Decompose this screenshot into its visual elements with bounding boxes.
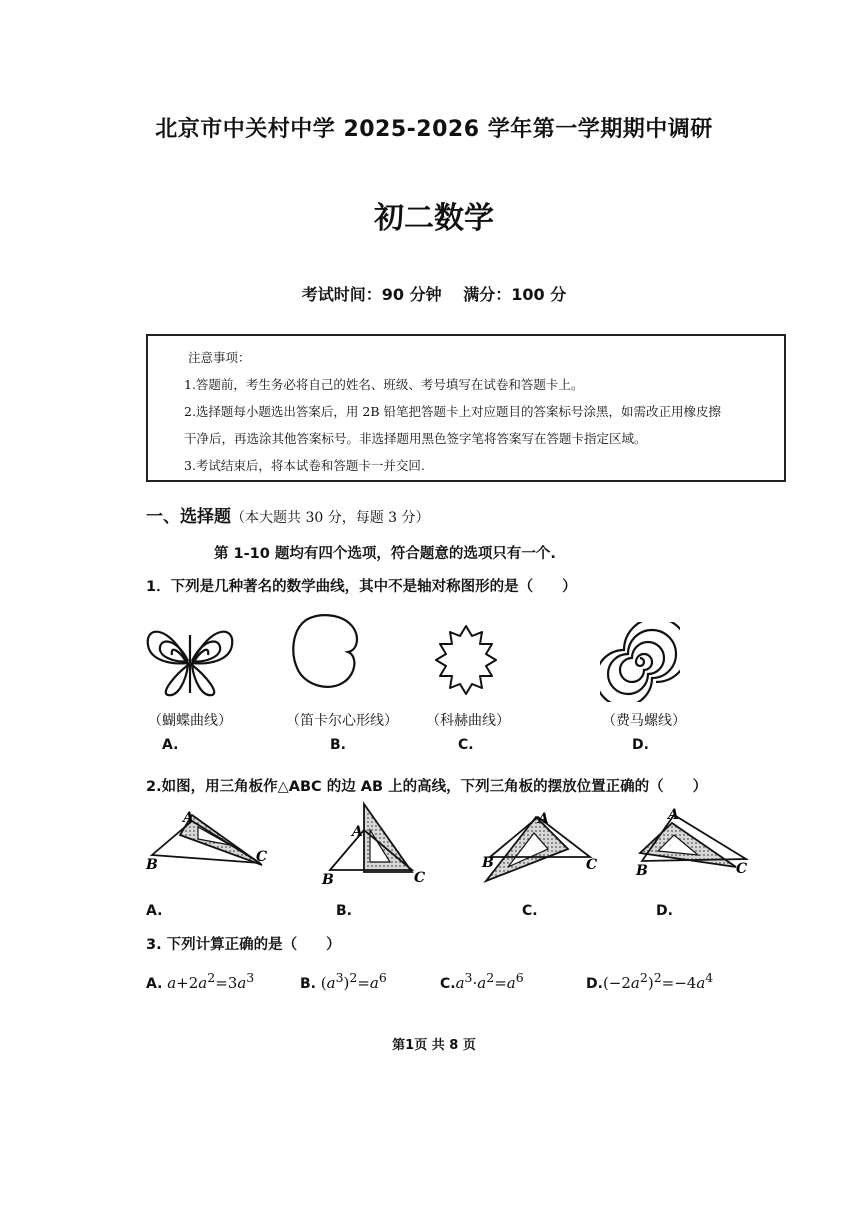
triangle-figure-c	[478, 805, 618, 890]
caption-koch: （科赫曲线）	[426, 713, 510, 729]
notice-box	[146, 334, 786, 482]
q3-option-c: $C.a^3\cdot a^2=a^6$	[440, 970, 524, 992]
exam-title: 北京市中关村中学 2025-2026 学年第一学期期中调研	[155, 117, 713, 142]
exam-time: 考试时间：90 分钟	[301, 285, 442, 304]
svg-text:B: B	[482, 855, 494, 871]
notice-heading: 注意事项：	[188, 350, 251, 365]
svg-text:C: C	[256, 849, 268, 865]
svg-text:B: B	[636, 863, 648, 879]
cardioid-icon	[286, 610, 366, 695]
question-1-stem: 1．下列是几种著名的数学曲线，其中不是轴对称图形的是（ ）	[146, 579, 577, 595]
notice-item: 1.答题前，考生务必将自己的姓名、班级、考号填写在试卷和答题卡上。	[184, 377, 584, 392]
section-heading	[146, 502, 430, 527]
triangle-figure-a	[140, 805, 280, 885]
q3-option-d: $D.(-2a^2)^2=-4a^4$	[586, 970, 714, 992]
question-3-stem: 3. 下列计算正确的是（ ）	[146, 937, 341, 953]
exam-info	[0, 282, 868, 305]
q1-option-b: B.	[330, 737, 346, 753]
svg-text:A: A	[352, 824, 363, 840]
q1-option-d: D.	[632, 737, 649, 753]
q2-option-b: B.	[336, 903, 352, 919]
svg-text:C: C	[414, 870, 426, 886]
caption-fermat: （费马螺线）	[602, 713, 686, 729]
section-title: 一、选择题	[146, 507, 231, 527]
q3-option-a: A. $a+2a^2=3a^3$	[146, 970, 255, 992]
svg-text:A: A	[538, 811, 549, 827]
caption-cardioid: （笛卡尔心形线）	[286, 713, 398, 729]
svg-text:B: B	[322, 872, 334, 888]
butterfly-curve-icon	[140, 615, 240, 700]
page-footer: 第1页 共 8 页	[392, 1038, 476, 1053]
q1-option-c: C.	[458, 737, 474, 753]
subject-title: 初二数学	[374, 201, 494, 236]
svg-text:C: C	[736, 861, 748, 877]
svg-text:B: B	[146, 857, 158, 873]
section-instruction: 第 1-10 题均有四个选项，符合题意的选项只有一个.	[214, 546, 556, 562]
q3-option-b: B. $(a^3)^2=a^6$	[300, 970, 387, 992]
section-note: （本大题共 30 分，每题 3 分）	[231, 510, 430, 526]
question-2-stem: 2.如图，用三角板作△ABC 的边 AB 上的高线，下列三角板的摆放位置正确的（ ）	[146, 779, 708, 795]
notice-item: 2.选择题每小题选出答案后，用 2B 铅笔把答题卡上对应题目的答案标号涂黑，如需改正用橡皮擦	[184, 404, 722, 419]
notice-item: 3.考试结束后，将本试卷和答题卡一并交回.	[184, 458, 425, 473]
q2-option-c: C.	[522, 903, 538, 919]
notice-item: 干净后，再选涂其他答案标号。非选择题用黑色签字笔将答案写在答题卡指定区域。	[184, 431, 647, 446]
caption-butterfly: （蝴蝶曲线）	[148, 713, 232, 729]
q2-option-a: A.	[146, 903, 163, 919]
full-score: 满分：100 分	[463, 285, 567, 304]
q1-option-a: A.	[162, 737, 179, 753]
triangle-figure-d	[634, 805, 764, 885]
q2-option-d: D.	[656, 903, 673, 919]
svg-text:A: A	[183, 810, 194, 826]
svg-text:A: A	[668, 807, 679, 823]
svg-text:C: C	[586, 857, 598, 873]
triangle-figure-b	[318, 800, 438, 890]
fermat-spiral-icon	[600, 622, 680, 702]
koch-snowflake-icon	[428, 622, 504, 698]
